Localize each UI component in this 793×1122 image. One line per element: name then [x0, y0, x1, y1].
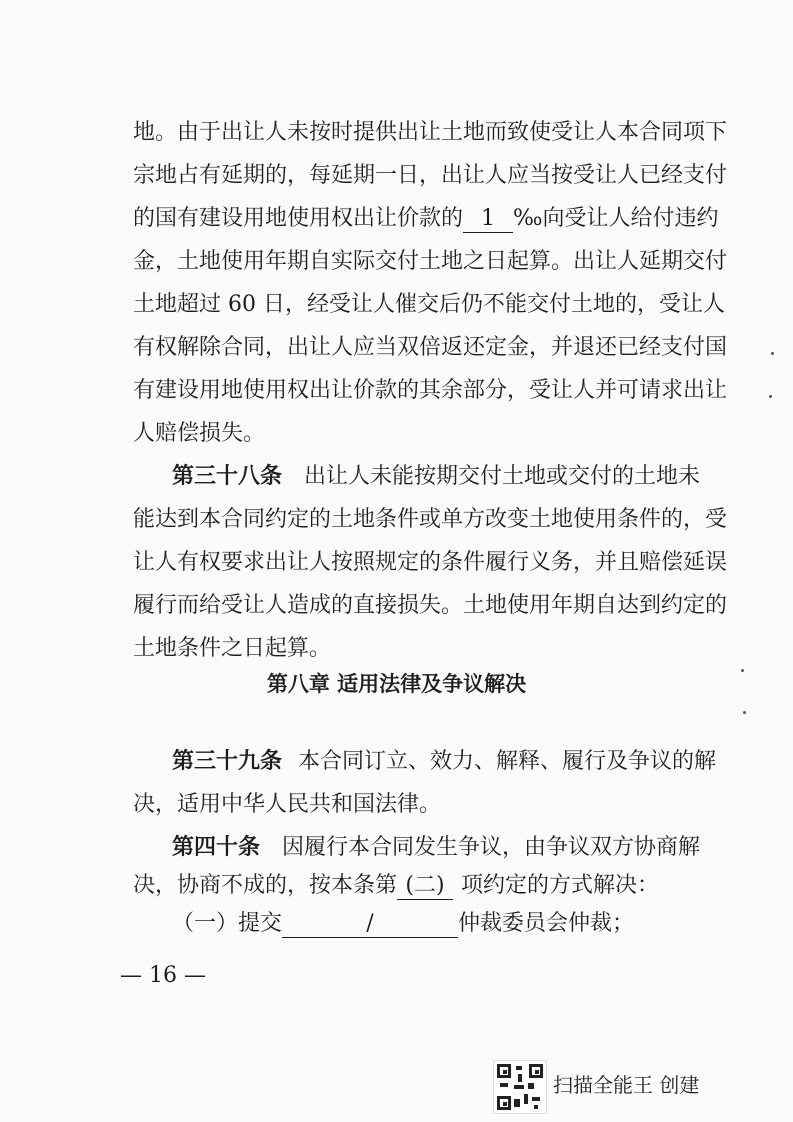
- art40-line-2: [133, 870, 659, 902]
- art38-line-4: 履行而给受让人造成的直接损失。土地使用年期自达到约定的: [133, 593, 728, 618]
- art37-line-4: 金，土地使用年期自实际交付土地之日起算。出让人延期交付: [133, 249, 728, 274]
- art40-line-2-post: 项约定的方式解决：: [461, 873, 660, 898]
- art39-line-1: [172, 746, 716, 778]
- art40-label: 第四十条: [172, 835, 261, 860]
- art37-line-8: 人赔偿损失。: [133, 421, 266, 446]
- art40-line-2-pre: 决，协商不成的，按本条第: [133, 873, 398, 898]
- scan-speck: [771, 352, 774, 355]
- arbitration-commission-fill: /: [282, 911, 458, 938]
- art37-line-2: 宗地占有延期的，每延期一日，出让人应当按受让人已经支付: [133, 163, 728, 188]
- art40-line-1: [172, 832, 700, 864]
- qr-code-icon: [493, 1060, 547, 1114]
- art39-label: 第三十九条: [172, 749, 283, 774]
- scan-speck: [769, 395, 772, 398]
- art37-line-3: [133, 203, 719, 235]
- art37-line-6: 有权解除合同，出让人应当双倍返还定金，并退还已经支付国: [133, 335, 728, 360]
- art38-line-5: 土地条件之日起算。: [133, 636, 332, 661]
- scan-speck: [743, 711, 746, 714]
- art37-line-1: 地。由于出让人未按时提供出让土地而致使受让人本合同项下: [133, 120, 728, 145]
- art38-line-1: [172, 461, 700, 493]
- art40-line-1-text: 因履行本合同发生争议，由争议双方协商解: [282, 835, 701, 860]
- scanner-watermark: 扫描全能王 创建: [553, 1073, 700, 1097]
- art37-line-3-pre: 的国有建设用地使用权出让价款的: [133, 206, 464, 231]
- scan-speck: [741, 669, 744, 672]
- chapter-heading: 第八章 适用法律及争议解决: [266, 672, 527, 696]
- art37-line-3-post: ‰向受让人给付违约: [513, 206, 719, 231]
- art38-line-3: 让人有权要求出让人按照规定的条件履行义务，并且赔偿延误: [133, 550, 728, 575]
- art38-label: 第三十八条: [172, 464, 283, 489]
- dispute-option-fill: (二): [397, 873, 453, 900]
- art39-line-1-text: 本合同订立、效力、解释、履行及争议的解: [298, 749, 717, 774]
- arbitration-option-label: （一）提交: [172, 911, 283, 936]
- arbitration-option-line: [172, 908, 634, 940]
- art39-line-2: 决，适用中华人民共和国法律。: [133, 792, 442, 817]
- arbitration-option-text: 仲裁委员会仲裁；: [458, 911, 635, 936]
- art37-line-7: 有建设用地使用权出让价款的其余部分，受让人并可请求出让: [133, 378, 728, 403]
- art38-line-1-text: 出让人未能按期交付土地或交付的土地未: [304, 464, 701, 489]
- page-number: — 16 —: [120, 963, 206, 988]
- late-penalty-rate-fill: 1: [463, 206, 513, 233]
- art38-line-2: 能达到本合同约定的土地条件或单方改变土地使用条件的，受: [133, 507, 728, 532]
- art37-line-5: 土地超过 60 日，经受让人催交后仍不能交付土地的，受让人: [133, 292, 725, 317]
